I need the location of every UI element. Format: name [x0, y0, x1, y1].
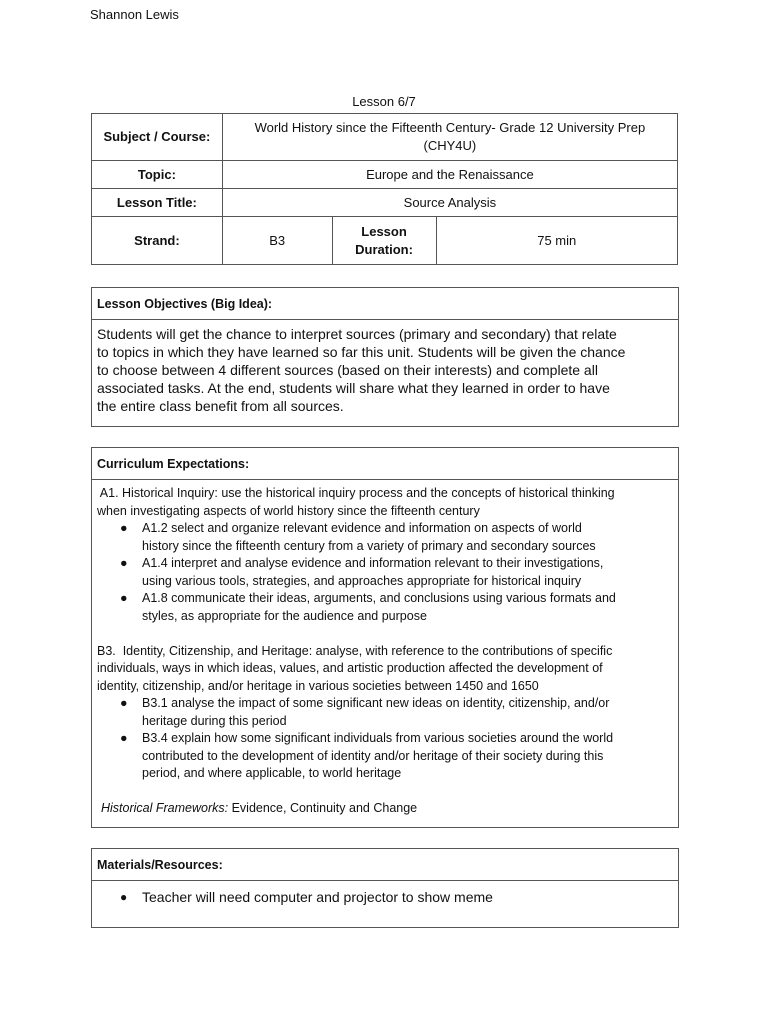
- topic-row: [92, 161, 678, 189]
- a1-line: A1. Historical Inquiry: use the historical inquiry process and the concepts of historical thinking: [97, 486, 615, 500]
- topic-label: Topic:: [92, 161, 223, 189]
- duration-value: 75 min: [436, 217, 678, 265]
- lesson-title-row: [92, 189, 678, 217]
- b3-line: B3. Identity, Citizenship, and Heritage: analyse, with reference to the contributions of specific: [97, 643, 613, 658]
- strand-value: B3: [222, 217, 332, 265]
- b3-line: identity, citizenship, and/or heritage in various societies between 1450 and 1650: [97, 678, 539, 693]
- objectives-line: to topics in which they have learned so far this unit. Students will be given the chance: [97, 344, 626, 360]
- lesson-title-value: Source Analysis: [222, 189, 677, 217]
- frameworks-value: Evidence, Continuity and Change: [228, 801, 418, 815]
- list-item-line: Teacher will need computer and projector to show meme: [142, 889, 493, 905]
- bullet-icon: ●: [120, 521, 128, 535]
- lesson-info-table: [91, 113, 678, 265]
- objectives-line: to choose between 4 different sources (based on their interests) and complete all: [97, 362, 598, 378]
- list-item-line: B3.1 analyse the impact of some significant new ideas on identity, citizenship, and/or: [142, 696, 610, 710]
- list-item: [120, 590, 673, 625]
- subject-value: [222, 114, 677, 161]
- objectives-text: [92, 320, 678, 415]
- list-item-line: heritage during this period: [142, 713, 287, 728]
- list-item: [120, 555, 673, 590]
- materials-body: [92, 881, 678, 906]
- lesson-number: Lesson 6/7: [352, 94, 416, 109]
- objectives-line: the entire class benefit from all sources.: [97, 398, 344, 414]
- bullet-icon: ●: [120, 696, 128, 710]
- subject-value-line: (CHY4U): [423, 138, 477, 153]
- curriculum-body: [92, 480, 678, 818]
- list-item-line: styles, as appropriate for the audience and purpose: [142, 608, 427, 623]
- objectives-heading: Lesson Objectives (Big Idea):: [92, 288, 678, 320]
- list-item-line: history since the fifteenth century from a variety of primary and secondary sources: [142, 538, 596, 553]
- a1-line: when investigating aspects of world history since the fifteenth century: [97, 503, 480, 518]
- bullet-icon: ●: [120, 731, 128, 745]
- bullet-icon: ●: [120, 890, 128, 904]
- subject-row: [92, 114, 678, 161]
- objectives-line: Students will get the chance to interpret sources (primary and secondary) that relate: [97, 326, 617, 342]
- materials-heading: Materials/Resources:: [92, 849, 678, 881]
- list-item: [120, 695, 673, 730]
- list-item: [120, 730, 673, 783]
- curriculum-heading: Curriculum Expectations:: [92, 448, 678, 480]
- list-item-line: A1.8 communicate their ideas, arguments, and conclusions using various formats and: [142, 591, 616, 605]
- objectives-section: [91, 287, 679, 427]
- b3-list: [97, 695, 673, 783]
- bullet-icon: ●: [120, 556, 128, 570]
- lesson-title-label: Lesson Title:: [92, 189, 223, 217]
- topic-value: Europe and the Renaissance: [222, 161, 677, 189]
- list-item-line: A1.2 select and organize relevant evidence and information on aspects of world: [142, 521, 582, 535]
- duration-label-line: Duration:: [355, 241, 413, 257]
- list-item-line: period, and where applicable, to world heritage: [142, 766, 402, 780]
- duration-label-line: Lesson: [361, 223, 407, 239]
- list-item: [120, 888, 673, 906]
- subject-value-line: World History since the Fifteenth Century- Grade 12 University Prep: [254, 120, 646, 135]
- list-item: [120, 520, 673, 555]
- list-item-line: using various tools, strategies, and approaches appropriate for historical inquiry: [142, 573, 582, 588]
- author-name: Shannon Lewis: [90, 7, 179, 22]
- frameworks-label: Historical Frameworks:: [101, 801, 229, 815]
- curriculum-section: [91, 447, 679, 828]
- list-item-line: A1.4 interpret and analyse evidence and information relevant to their investigations,: [142, 556, 604, 570]
- bullet-icon: ●: [120, 591, 128, 605]
- materials-section: [91, 848, 679, 928]
- a1-list: [97, 520, 673, 625]
- objectives-line: associated tasks. At the end, students will share what they learned in order to have: [97, 380, 610, 396]
- strand-label: Strand:: [92, 217, 223, 265]
- frameworks-line: [97, 800, 673, 818]
- subject-label: Subject / Course:: [92, 114, 223, 161]
- b3-line: individuals, ways in which ideas, values, and artistic production affected the development of: [97, 661, 603, 675]
- list-item-line: contributed to the development of identity and/or heritage of their society during this: [142, 748, 604, 763]
- list-item-line: B3.4 explain how some significant individuals from various societies around the world: [142, 731, 614, 745]
- duration-label: [332, 217, 436, 265]
- strand-row: [92, 217, 678, 265]
- materials-list: [97, 881, 673, 906]
